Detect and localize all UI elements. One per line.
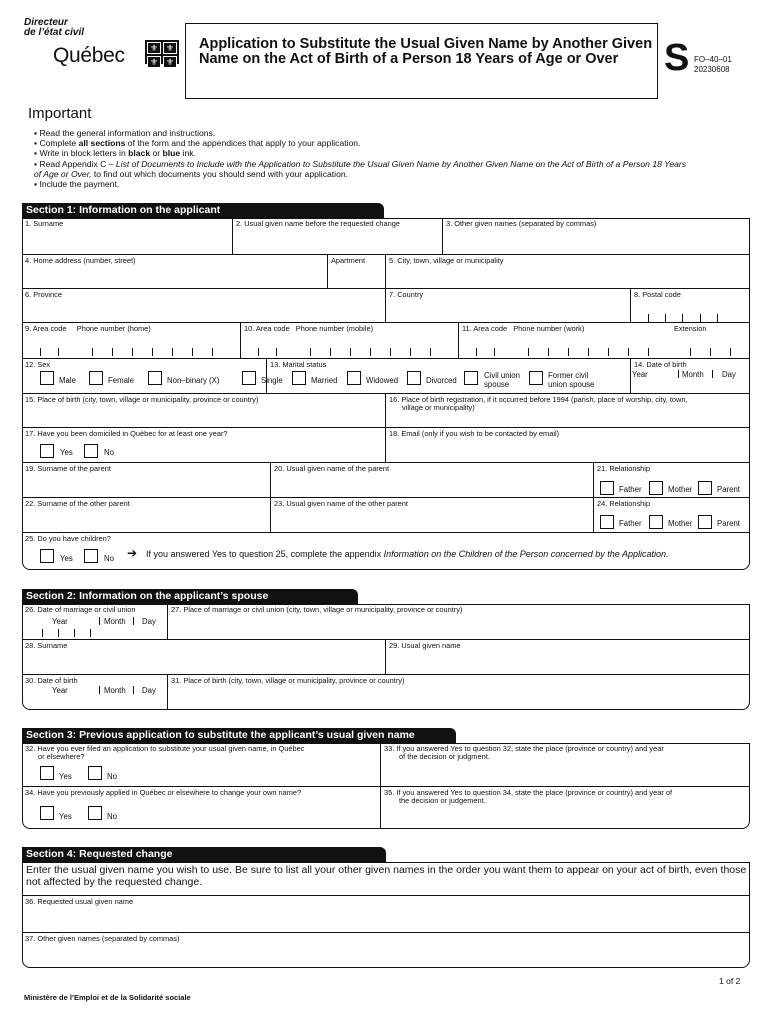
label-no: No <box>104 554 114 563</box>
field-phone-work[interactable]: 11. Area code Phone number (work) Extension <box>458 322 750 358</box>
label-yes: Yes <box>59 812 72 821</box>
label-yes: Yes <box>60 448 73 457</box>
field-spouse-given-name[interactable]: 29. Usual given name <box>385 639 750 674</box>
section1-header: Section 1: Information on the applicant <box>22 203 384 218</box>
label-month: Month <box>682 370 704 379</box>
field-spouse-dob[interactable]: 30. Date of birth <box>22 674 167 710</box>
label-father: Father <box>619 485 642 494</box>
label-no: No <box>107 812 117 821</box>
form-letter: S <box>664 37 690 79</box>
field-q34: 34. Have you previously applied in Québec or elsewhere to change your own name? <box>22 786 380 829</box>
label-no: No <box>107 772 117 781</box>
field-country[interactable]: 7. Country <box>385 288 630 322</box>
checkbox-nonbinary[interactable] <box>148 371 162 385</box>
field-phone-home[interactable]: 9. Area code Phone number (home) <box>22 322 240 358</box>
field-marital-status: 13. Marital status <box>266 358 630 393</box>
checkbox-father-1[interactable] <box>600 481 614 495</box>
label-month: Month <box>104 617 126 626</box>
label-year: Year <box>632 370 648 379</box>
label-mother: Mother <box>668 519 693 528</box>
field-marriage-date[interactable]: 26. Date of marriage or civil union <box>25 605 136 614</box>
field-other-parent-given-name[interactable]: 23. Usual given name of the other parent <box>270 497 593 532</box>
label-married: Married <box>311 376 338 385</box>
label-parent: Parent <box>717 485 740 494</box>
checkbox-widowed[interactable] <box>347 371 361 385</box>
checkbox-former-civil-union[interactable] <box>529 371 543 385</box>
field-date-of-birth[interactable]: 14. Date of birth <box>630 358 750 393</box>
arrow-right-icon: ➔ <box>127 546 138 560</box>
field-apartment[interactable]: Apartment <box>327 254 385 288</box>
checkbox-q32-yes[interactable] <box>40 766 54 780</box>
field-birth-registration[interactable]: 16. Place of birth registration, if it occurred before 1994 (parish, place of worship, city, town, village or municipality) <box>385 393 750 427</box>
field-q33[interactable]: 33. If you answered Yes to question 32, state the place (province or country) and year of the decision or judgment. <box>380 743 750 786</box>
fleurdelise-icon: ⚜ ⚜ ⚜ ⚜ <box>145 40 179 64</box>
field-parent-surname[interactable]: 19. Surname of the parent <box>22 462 270 497</box>
label-day: Day <box>142 686 156 695</box>
label-yes: Yes <box>60 554 73 563</box>
field-home-address[interactable]: 4. Home address (number, street) <box>22 254 327 288</box>
field-domiciled: 17. Have you been domiciled in Québec for at least one year? <box>22 427 385 462</box>
checkbox-domiciled-yes[interactable] <box>40 444 54 458</box>
page-number: 1 of 2 <box>719 976 741 986</box>
checkbox-single[interactable] <box>242 371 256 385</box>
field-other-given-names[interactable]: 3. Other given names (separated by commas) <box>442 218 750 254</box>
field-place-of-birth[interactable]: 15. Place of birth (city, town, village or municipality, province or country) <box>22 393 385 427</box>
field-q35[interactable]: 35. If you answered Yes to question 34, state the place (province or country) and year of the decision or judgement. <box>380 786 750 829</box>
section2-header: Section 2: Information on the applicant’s spouse <box>22 589 358 604</box>
field-email[interactable]: 18. Email (only if you wish to be contacted by email) <box>385 427 750 462</box>
checkbox-domiciled-no[interactable] <box>84 444 98 458</box>
label-divorced: Divorced <box>426 376 457 385</box>
checkbox-mother-2[interactable] <box>649 515 663 529</box>
field-province[interactable]: 6. Province <box>22 288 385 322</box>
instructions-list: ▪ Read the general information and instructions. ▪ Complete all sections of the form and the appendices that apply to your application. ▪ Write in block letters in black or blue ink. ▪ Read Appendix C – List of Documents to Include with the Application to Substitute the Usual Given Name by Another Given Name on the Act of Birth of a Person 18 Years of Age or Over, to find out which documents you should send with your application. ▪ Include the payment. <box>34 128 687 190</box>
checkbox-divorced[interactable] <box>407 371 421 385</box>
logo-quebec: Québec <box>53 44 125 67</box>
ministry-name: Ministère de l’Emploi et de la Solidarité sociale <box>24 993 191 1002</box>
field-other-parent-surname[interactable]: 22. Surname of the other parent <box>22 497 270 532</box>
label-year: Year <box>52 617 68 626</box>
field-city[interactable]: 5. City, town, village or municipality <box>385 254 750 288</box>
field-sex: 12. Sex <box>22 358 266 393</box>
field-postal-code[interactable]: 8. Postal code <box>630 288 750 322</box>
field-spouse-surname[interactable]: 28. Surname <box>22 639 385 674</box>
checkbox-civil-union[interactable] <box>464 371 478 385</box>
field-requested-given-name[interactable]: 36. Requested usual given name <box>22 895 750 932</box>
label-yes: Yes <box>59 772 72 781</box>
form-title: Application to Substitute the Usual Given Name by Another Given Name on the Act of Birth of a Person 18 Years of Age or Over <box>185 23 658 99</box>
field-parent-given-name[interactable]: 20. Usual given name of the parent <box>270 462 593 497</box>
important-heading: Important <box>28 105 92 122</box>
field-children: 25. Do you have children? <box>22 532 750 570</box>
field-surname[interactable]: 1. Surname <box>25 219 64 228</box>
label-female: Female <box>108 376 134 385</box>
note-q25: If you answered Yes to question 25, complete the appendix Information on the Children of the Person concerned by the Application. <box>146 549 669 559</box>
label-former-civil-union: Former civil union spouse <box>548 371 595 389</box>
section4-instructions: Enter the usual given name you wish to use. Be sure to list all your other given names in the order you want them to appear on your act of birth, even those not affected by the requested change. <box>26 864 747 888</box>
checkbox-q32-no[interactable] <box>88 766 102 780</box>
logo-text: Directeur de l’état civil <box>24 17 85 38</box>
field-relationship-1: 21. Relationship <box>593 462 750 497</box>
field-other-given-names-requested[interactable]: 37. Other given names (separated by commas) <box>22 932 750 968</box>
checkbox-children-no[interactable] <box>84 549 98 563</box>
checkbox-married[interactable] <box>292 371 306 385</box>
label-father: Father <box>619 519 642 528</box>
field-relationship-2: 24. Relationship <box>593 497 750 532</box>
checkbox-mother-1[interactable] <box>649 481 663 495</box>
checkbox-parent-2[interactable] <box>698 515 712 529</box>
form-code: FO–40–01 20230608 <box>694 55 732 74</box>
checkbox-father-2[interactable] <box>600 515 614 529</box>
label-mother: Mother <box>668 485 693 494</box>
field-spouse-birthplace[interactable]: 31. Place of birth (city, town, village or municipality, province or country) <box>167 674 750 710</box>
checkbox-q34-no[interactable] <box>88 806 102 820</box>
field-q32: 32. Have you ever filed an application to substitute your usual given name, in Québec or elsewhere? <box>25 744 305 762</box>
label-day: Day <box>142 617 156 626</box>
field-usual-given-name[interactable]: 2. Usual given name before the requested change <box>232 218 442 254</box>
label-month: Month <box>104 686 126 695</box>
checkbox-female[interactable] <box>89 371 103 385</box>
field-phone-mobile[interactable]: 10. Area code Phone number (mobile) <box>240 322 458 358</box>
label-year: Year <box>52 686 68 695</box>
label-civil-union: Civil union spouse <box>484 371 520 389</box>
checkbox-q34-yes[interactable] <box>40 806 54 820</box>
field-marriage-place[interactable]: 27. Place of marriage or civil union (city, town, village or municipality, province or country) <box>167 604 750 639</box>
label-male: Male <box>59 376 76 385</box>
label-widowed: Widowed <box>366 376 399 385</box>
checkbox-children-yes[interactable] <box>40 549 54 563</box>
section3-header: Section 3: Previous application to substitute the applicant’s usual given name <box>22 728 456 743</box>
label-parent: Parent <box>717 519 740 528</box>
label-no: No <box>104 448 114 457</box>
checkbox-parent-1[interactable] <box>698 481 712 495</box>
section4-header: Section 4: Requested change <box>22 847 386 862</box>
label-single: Single <box>261 376 283 385</box>
label-nonbinary: Non–binary (X) <box>167 376 220 385</box>
label-day: Day <box>722 370 736 379</box>
checkbox-male[interactable] <box>40 371 54 385</box>
